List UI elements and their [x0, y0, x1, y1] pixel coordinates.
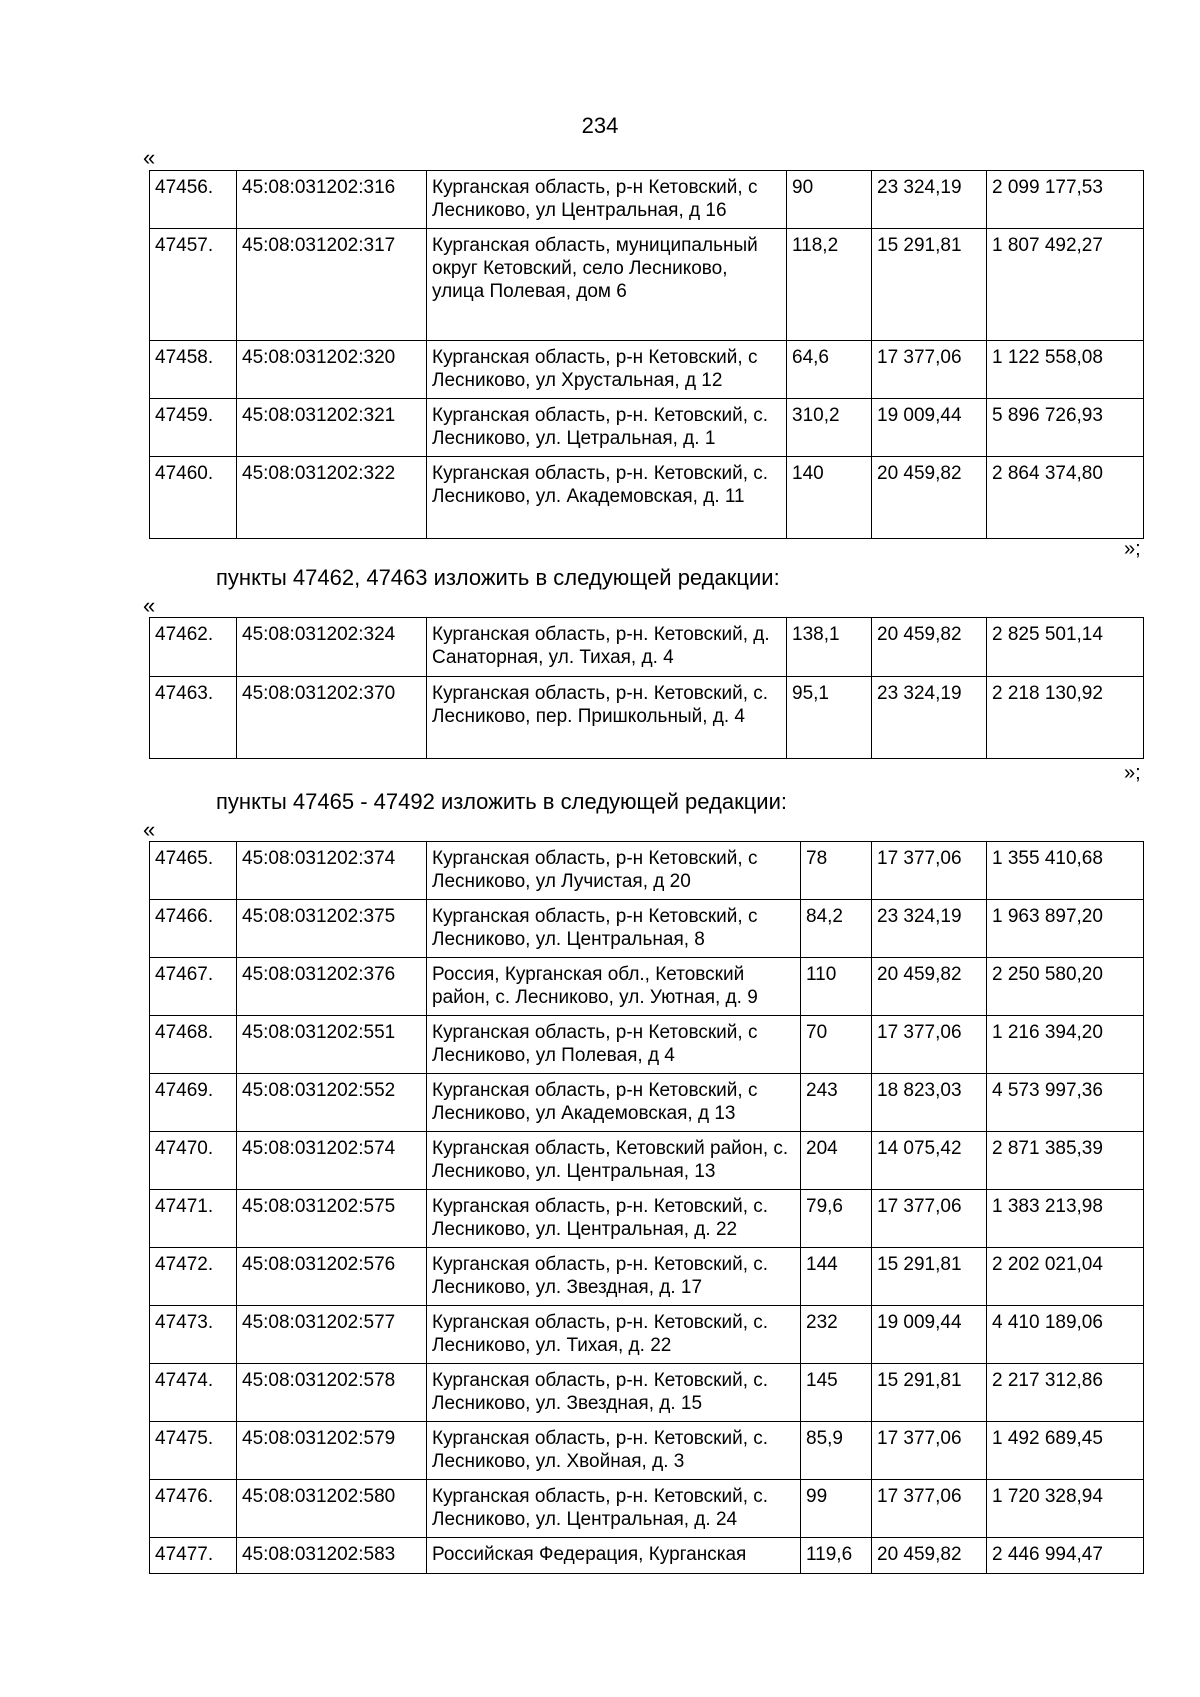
area-cell: 99	[801, 1480, 872, 1538]
address-cell: Курганская область, р-н Кетовский, с Лесниково, ул Центральная, д 16	[427, 171, 787, 229]
area-cell: 243	[801, 1074, 872, 1132]
unit-price-cell: 20 459,82	[872, 457, 987, 539]
unit-price-cell: 17 377,06	[872, 842, 987, 900]
cadastral-number-cell: 45:08:031202:320	[237, 341, 427, 399]
unit-price-cell: 19 009,44	[872, 1306, 987, 1364]
total-value-cell: 1 383 213,98	[987, 1190, 1144, 1248]
total-value-cell: 4 573 997,36	[987, 1074, 1144, 1132]
cadastral-number-cell: 45:08:031202:376	[237, 958, 427, 1016]
item-number-cell: 47475.	[150, 1422, 237, 1480]
item-number-cell: 47466.	[150, 900, 237, 958]
table-row	[150, 677, 1144, 759]
cadastral-number-cell: 45:08:031202:374	[237, 842, 427, 900]
total-value-cell: 1 720 328,94	[987, 1480, 1144, 1538]
total-value-cell: 2 446 994,47	[987, 1538, 1144, 1574]
total-value-cell: 2 864 374,80	[987, 457, 1144, 539]
unit-price-cell: 15 291,81	[872, 229, 987, 341]
cadastral-number-cell: 45:08:031202:552	[237, 1074, 427, 1132]
area-cell: 140	[787, 457, 872, 539]
total-value-cell: 4 410 189,06	[987, 1306, 1144, 1364]
item-number-cell: 47469.	[150, 1074, 237, 1132]
address-cell: Курганская область, р-н. Кетовский, с. Лесниково, ул. Хвойная, д. 3	[427, 1422, 801, 1480]
table-row	[150, 171, 1144, 229]
table-row	[150, 341, 1144, 399]
cadastral-number-cell: 45:08:031202:579	[237, 1422, 427, 1480]
address-cell: Курганская область, р-н Кетовский, с Лесниково, ул Полевая, д 4	[427, 1016, 801, 1074]
item-number-cell: 47456.	[150, 171, 237, 229]
cadastral-number-cell: 45:08:031202:583	[237, 1538, 427, 1574]
total-value-cell: 2 218 130,92	[987, 677, 1144, 759]
cadastral-number-cell: 45:08:031202:321	[237, 399, 427, 457]
total-value-cell: 1 492 689,45	[987, 1422, 1144, 1480]
address-cell: Курганская область, р-н. Кетовский, с. Лесниково, ул. Академовская, д. 11	[427, 457, 787, 539]
address-cell: Российская Федерация, Курганская	[427, 1538, 801, 1574]
area-cell: 138,1	[787, 618, 872, 677]
close-quote: »;	[1124, 538, 1141, 560]
item-number-cell: 47467.	[150, 958, 237, 1016]
address-cell: Курганская область, р-н. Кетовский, с. Лесниково, ул. Звездная, д. 17	[427, 1248, 801, 1306]
unit-price-cell: 15 291,81	[872, 1364, 987, 1422]
cadastral-number-cell: 45:08:031202:574	[237, 1132, 427, 1190]
item-number-cell: 47459.	[150, 399, 237, 457]
cadastral-number-cell: 45:08:031202:578	[237, 1364, 427, 1422]
area-cell: 70	[801, 1016, 872, 1074]
cadastral-number-cell: 45:08:031202:575	[237, 1190, 427, 1248]
address-cell: Курганская область, р-н Кетовский, с Лесниково, ул. Центральная, 8	[427, 900, 801, 958]
total-value-cell: 1 122 558,08	[987, 341, 1144, 399]
unit-price-cell: 15 291,81	[872, 1248, 987, 1306]
total-value-cell: 2 217 312,86	[987, 1364, 1144, 1422]
item-number-cell: 47458.	[150, 341, 237, 399]
table-row	[150, 1132, 1144, 1190]
table-row	[150, 842, 1144, 900]
area-cell: 90	[787, 171, 872, 229]
cadastral-number-cell: 45:08:031202:316	[237, 171, 427, 229]
unit-price-cell: 23 324,19	[872, 677, 987, 759]
unit-price-cell: 23 324,19	[872, 171, 987, 229]
unit-price-cell: 20 459,82	[872, 1538, 987, 1574]
unit-price-cell: 23 324,19	[872, 900, 987, 958]
address-cell: Курганская область, р-н. Кетовский, с. Лесниково, ул. Центральная, д. 24	[427, 1480, 801, 1538]
cadastral-number-cell: 45:08:031202:576	[237, 1248, 427, 1306]
total-value-cell: 1 216 394,20	[987, 1016, 1144, 1074]
unit-price-cell: 17 377,06	[872, 1480, 987, 1538]
table-row	[150, 1074, 1144, 1132]
table-row	[150, 457, 1144, 539]
table-row	[150, 900, 1144, 958]
area-cell: 95,1	[787, 677, 872, 759]
area-cell: 204	[801, 1132, 872, 1190]
total-value-cell: 2 825 501,14	[987, 618, 1144, 677]
item-number-cell: 47472.	[150, 1248, 237, 1306]
area-cell: 118,2	[787, 229, 872, 341]
open-quote: «	[143, 817, 156, 842]
close-quote: »;	[1124, 762, 1141, 784]
address-cell: Курганская область, р-н. Кетовский, с. Лесниково, ул. Звездная, д. 15	[427, 1364, 801, 1422]
item-number-cell: 47460.	[150, 457, 237, 539]
table-row	[150, 1422, 1144, 1480]
unit-price-cell: 17 377,06	[872, 1016, 987, 1074]
unit-price-cell: 17 377,06	[872, 1422, 987, 1480]
total-value-cell: 2 871 385,39	[987, 1132, 1144, 1190]
item-number-cell: 47476.	[150, 1480, 237, 1538]
table-row	[150, 618, 1144, 677]
table-row	[150, 1538, 1144, 1574]
address-cell: Курганская область, р-н. Кетовский, с. Лесниково, пер. Пришкольный, д. 4	[427, 677, 787, 759]
total-value-cell: 2 099 177,53	[987, 171, 1144, 229]
open-quote: «	[143, 145, 156, 170]
unit-price-cell: 18 823,03	[872, 1074, 987, 1132]
area-cell: 232	[801, 1306, 872, 1364]
total-value-cell: 1 963 897,20	[987, 900, 1144, 958]
table-row	[150, 1016, 1144, 1074]
open-quote: «	[143, 593, 156, 618]
table-row	[150, 1306, 1144, 1364]
area-cell: 84,2	[801, 900, 872, 958]
item-number-cell: 47457.	[150, 229, 237, 341]
cadastral-number-cell: 45:08:031202:317	[237, 229, 427, 341]
area-cell: 310,2	[787, 399, 872, 457]
address-cell: Курганская область, р-н. Кетовский, с. Лесниково, ул. Цетральная, д. 1	[427, 399, 787, 457]
area-cell: 145	[801, 1364, 872, 1422]
item-number-cell: 47473.	[150, 1306, 237, 1364]
cadastral-number-cell: 45:08:031202:375	[237, 900, 427, 958]
item-number-cell: 47477.	[150, 1538, 237, 1574]
property-table	[149, 841, 1144, 1574]
address-cell: Курганская область, р-н. Кетовский, д. Санаторная, ул. Тихая, д. 4	[427, 618, 787, 677]
item-number-cell: 47470.	[150, 1132, 237, 1190]
area-cell: 110	[801, 958, 872, 1016]
property-table	[149, 170, 1144, 539]
address-cell: Курганская область, р-н. Кетовский, с. Лесниково, ул. Тихая, д. 22	[427, 1306, 801, 1364]
item-number-cell: 47465.	[150, 842, 237, 900]
table-row	[150, 1364, 1144, 1422]
table-row	[150, 958, 1144, 1016]
table-row	[150, 399, 1144, 457]
item-number-cell: 47471.	[150, 1190, 237, 1248]
item-number-cell: 47474.	[150, 1364, 237, 1422]
amendment-instruction: пункты 47462, 47463 изложить в следующей редакции:	[216, 565, 780, 590]
address-cell: Курганская область, Кетовский район, с. Лесниково, ул. Центральная, 13	[427, 1132, 801, 1190]
item-number-cell: 47468.	[150, 1016, 237, 1074]
address-cell: Курганская область, р-н. Кетовский, с. Лесниково, ул. Центральная, д. 22	[427, 1190, 801, 1248]
total-value-cell: 5 896 726,93	[987, 399, 1144, 457]
cadastral-number-cell: 45:08:031202:370	[237, 677, 427, 759]
total-value-cell: 2 202 021,04	[987, 1248, 1144, 1306]
address-cell: Курганская область, муниципальный округ Кетовский, село Лесниково, улица Полевая, дом 6	[427, 229, 787, 341]
unit-price-cell: 19 009,44	[872, 399, 987, 457]
address-cell: Курганская область, р-н Кетовский, с Лесниково, ул Академовская, д 13	[427, 1074, 801, 1132]
unit-price-cell: 14 075,42	[872, 1132, 987, 1190]
unit-price-cell: 17 377,06	[872, 341, 987, 399]
area-cell: 78	[801, 842, 872, 900]
cadastral-number-cell: 45:08:031202:580	[237, 1480, 427, 1538]
total-value-cell: 1 355 410,68	[987, 842, 1144, 900]
cadastral-number-cell: 45:08:031202:324	[237, 618, 427, 677]
property-table	[149, 617, 1144, 759]
area-cell: 85,9	[801, 1422, 872, 1480]
area-cell: 79,6	[801, 1190, 872, 1248]
area-cell: 119,6	[801, 1538, 872, 1574]
table-row	[150, 229, 1144, 341]
cadastral-number-cell: 45:08:031202:577	[237, 1306, 427, 1364]
address-cell: Курганская область, р-н Кетовский, с Лесниково, ул Лучистая, д 20	[427, 842, 801, 900]
cadastral-number-cell: 45:08:031202:322	[237, 457, 427, 539]
table-row	[150, 1480, 1144, 1538]
unit-price-cell: 20 459,82	[872, 958, 987, 1016]
table-row	[150, 1190, 1144, 1248]
amendment-instruction: пункты 47465 - 47492 изложить в следующей редакции:	[216, 789, 788, 814]
total-value-cell: 1 807 492,27	[987, 229, 1144, 341]
address-cell: Курганская область, р-н Кетовский, с Лесниково, ул Хрустальная, д 12	[427, 341, 787, 399]
item-number-cell: 47463.	[150, 677, 237, 759]
table-row	[150, 1248, 1144, 1306]
unit-price-cell: 17 377,06	[872, 1190, 987, 1248]
page-number: 234	[581, 113, 619, 138]
area-cell: 64,6	[787, 341, 872, 399]
item-number-cell: 47462.	[150, 618, 237, 677]
unit-price-cell: 20 459,82	[872, 618, 987, 677]
total-value-cell: 2 250 580,20	[987, 958, 1144, 1016]
address-cell: Россия, Курганская обл., Кетовский район, с. Лесниково, ул. Уютная, д. 9	[427, 958, 801, 1016]
area-cell: 144	[801, 1248, 872, 1306]
cadastral-number-cell: 45:08:031202:551	[237, 1016, 427, 1074]
